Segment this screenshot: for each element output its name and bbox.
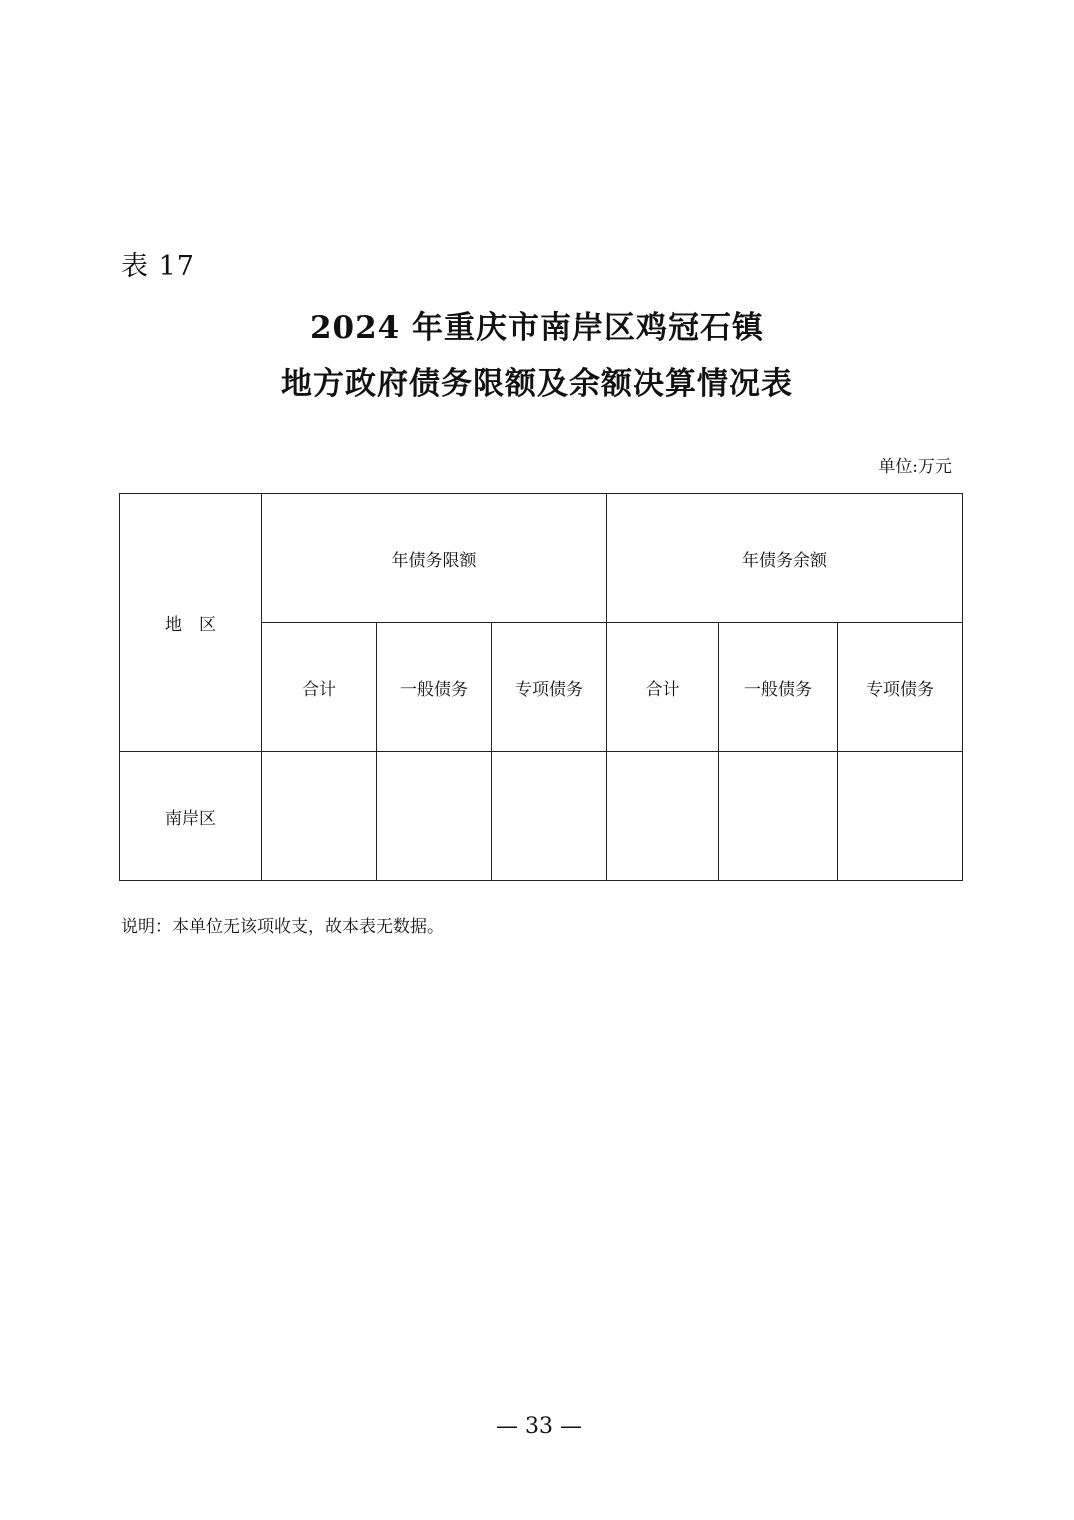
limit-general-header: 一般债务 (377, 623, 492, 752)
header-row-1 (120, 494, 963, 623)
data-cell (607, 752, 719, 881)
table-row (120, 752, 963, 881)
balance-special-header: 专项债务 (838, 623, 963, 752)
title-line-1: 2024 年重庆市南岸区鸡冠石镇 (309, 310, 765, 346)
debt-table (119, 493, 963, 881)
region-cell: 南岸区 (120, 752, 262, 881)
limit-special-header: 专项债务 (492, 623, 607, 752)
region-header: 地 区 (120, 494, 262, 752)
data-cell (719, 752, 838, 881)
data-cell (262, 752, 377, 881)
note-text: 说明：本单位无该项收支，故本表无数据。 (121, 917, 444, 937)
data-cell (838, 752, 963, 881)
unit-label: 单位:万元 (878, 457, 952, 477)
page-number: — 33 — (496, 1414, 582, 1439)
debt-balance-header: 年债务余额 (607, 494, 963, 623)
debt-limit-header: 年债务限额 (262, 494, 607, 623)
title-line-2: 地方政府债务限额及余额决算情况表 (281, 366, 793, 402)
balance-total-header: 合计 (607, 623, 719, 752)
balance-general-header: 一般债务 (719, 623, 838, 752)
data-cell (492, 752, 607, 881)
limit-total-header: 合计 (262, 623, 377, 752)
table-label: 表 17 (121, 251, 195, 282)
data-cell (377, 752, 492, 881)
